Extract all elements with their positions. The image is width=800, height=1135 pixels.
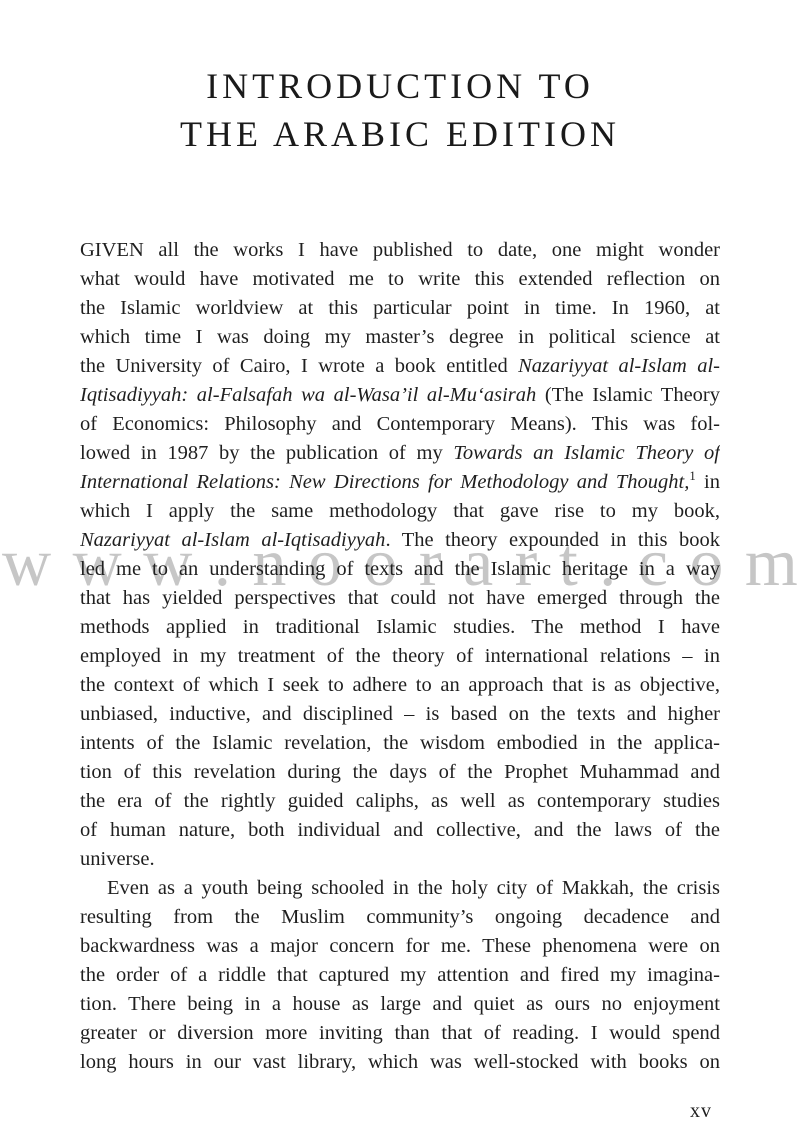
text-line: which time I was doing my master’s degree in political science at xyxy=(80,326,720,348)
page-number: xv xyxy=(690,1100,712,1122)
text-line: the era of the rightly guided caliphs, as well as contemporary studies xyxy=(80,790,720,812)
text-line: unbiased, inductive, and disciplined – is based on the texts and higher xyxy=(80,703,720,725)
text-line: universe. xyxy=(80,848,155,870)
body-text xyxy=(80,236,720,1077)
text-line: of human nature, both individual and collective, and the laws of the xyxy=(80,819,720,841)
watermark: w w w . n o o r a r t . c o m xyxy=(2,524,798,600)
title-line-2: THE ARABIC EDITION xyxy=(180,114,620,154)
text-line: lowed in 1987 by the publication of my Towards an Islamic Theory of xyxy=(80,442,720,464)
text-line: backwardness was a major concern for me. These phenomena were on xyxy=(80,935,720,957)
text-line: tion. There being in a house as large and quiet as ours no enjoyment xyxy=(80,993,720,1015)
paragraph xyxy=(80,236,720,874)
text-line: Iqtisadiyyah: al-Falsafah wa al-Wasa’il al-Mu‘asirah (The Islamic Theory xyxy=(80,384,720,406)
text-line: GIVEN all the works I have published to date, one might wonder xyxy=(80,239,720,261)
text-line: which I apply the same methodology that gave rise to my book, xyxy=(80,500,720,522)
text-line: Even as a youth being schooled in the holy city of Makkah, the crisis xyxy=(107,877,720,899)
text-line: resulting from the Muslim community’s ongoing decadence and xyxy=(80,906,720,928)
text-line: the order of a riddle that captured my attention and fired my imagina- xyxy=(80,964,720,986)
text-line: long hours in our vast library, which was well-stocked with books on xyxy=(80,1051,720,1073)
text-line: Nazariyyat al-Islam al-Iqtisadiyyah. The theory expounded in this book xyxy=(80,529,720,551)
text-line: that has yielded perspectives that could not have emerged through the xyxy=(80,587,720,609)
text-line: methods applied in traditional Islamic studies. The method I have xyxy=(80,616,720,638)
text-line: intents of the Islamic revelation, the wisdom embodied in the applica- xyxy=(80,732,720,754)
paragraph xyxy=(80,874,720,1077)
text-line: greater or diversion more inviting than that of reading. I would spend xyxy=(80,1022,720,1044)
text-line: what would have motivated me to write this extended reflection on xyxy=(80,268,720,290)
text-line: International Relations: New Directions for Methodology and Thought,$^1$ in xyxy=(80,469,720,493)
text-line: the University of Cairo, I wrote a book entitled Nazariyyat al-Islam al- xyxy=(80,355,720,377)
text-line: the Islamic worldview at this particular point in time. In 1960, at xyxy=(80,297,720,319)
text-line: of Economics: Philosophy and Contemporary Means). This was fol- xyxy=(80,413,720,435)
page-title xyxy=(0,62,800,158)
text-line: tion of this revelation during the days of the Prophet Muhammad and xyxy=(80,761,720,783)
text-line: employed in my treatment of the theory of international relations – in xyxy=(80,645,720,667)
title-line-1: INTRODUCTION TO xyxy=(206,66,594,106)
text-line: led me to an understanding of texts and the Islamic heritage in a way xyxy=(80,558,720,580)
text-line: the context of which I seek to adhere to an approach that is as objective, xyxy=(80,674,720,696)
